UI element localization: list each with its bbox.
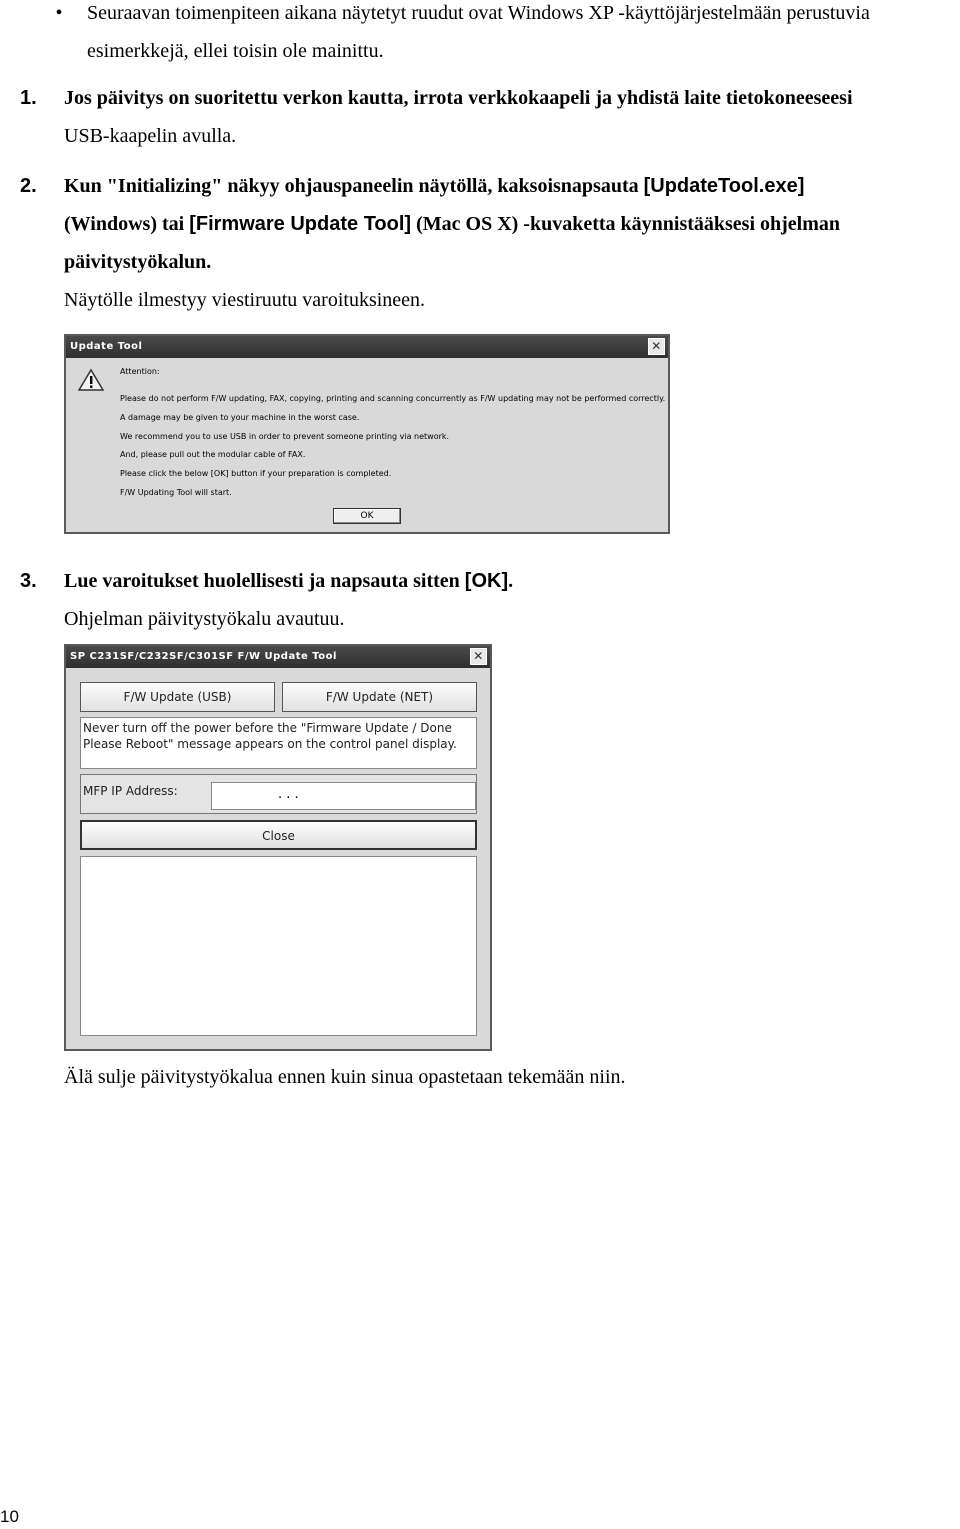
- step-2-text: [64, 167, 954, 319]
- step-2-line-3: päivitystyökalun.: [64, 251, 212, 273]
- warning-message-line-2: Please Reboot" message appears on the control panel display.: [83, 737, 457, 751]
- step-2-line-2-text: (Windows) tai: [64, 213, 190, 235]
- dialog-titlebar: [66, 336, 668, 358]
- ip-address-input[interactable]: . . .: [211, 782, 476, 810]
- step-3-line-1: [64, 562, 954, 600]
- bullet-paragraph: [87, 0, 957, 70]
- attention-line: Please click the below [OK] button if your preparation is completed.: [120, 469, 392, 478]
- warning-message: [80, 717, 477, 769]
- window-title: SP C231SF/C232SF/C301SF F/W Update Tool: [70, 651, 337, 662]
- warning-icon: [78, 368, 104, 392]
- window-titlebar: [66, 646, 490, 668]
- step-2-number: 2.: [20, 175, 37, 197]
- attention-line: And, please pull out the modular cable of FAX.: [120, 450, 306, 459]
- footer-note: Älä sulje päivitystyökalua ennen kuin sinua opastetaan tekemään niin.: [64, 1066, 626, 1088]
- attention-line: A damage may be given to your machine in the worst case.: [120, 413, 360, 422]
- log-output-area: [80, 856, 477, 1036]
- update-tool-dialog: [64, 334, 670, 534]
- step-1-number: 1.: [20, 87, 37, 109]
- fw-update-net-button[interactable]: F/W Update (NET): [282, 682, 477, 712]
- page-number: 10: [0, 1507, 19, 1526]
- step-3-note: Ohjelman päivitystyökalu avautuu.: [64, 608, 345, 630]
- step-3-text: [64, 562, 954, 638]
- step-2-line-2-rest: (Mac OS X) -kuvaketta käynnistääksesi ohjelman: [411, 213, 841, 235]
- update-tool-exe-label: [UpdateTool.exe]: [643, 175, 805, 197]
- fw-update-tool-window: [64, 644, 492, 1051]
- step-1-line-2: USB-kaapelin avulla.: [64, 125, 237, 147]
- attention-heading: Attention:: [120, 367, 160, 376]
- step-3-line-1-text: Lue varoitukset huolellisesti ja napsauta sitten: [64, 570, 465, 592]
- step-3-period: .: [508, 570, 514, 592]
- attention-line: Please do not perform F/W updating, FAX, copying, printing and scanning concurrently as F/W updating may not be performed correctly.: [120, 394, 666, 403]
- close-button[interactable]: Close: [80, 820, 477, 850]
- step-2-note: Näytölle ilmestyy viestiruutu varoituksineen.: [64, 289, 426, 311]
- step-1-line-1: Jos päivitys on suoritettu verkon kautta, irrota verkkokaapeli ja yhdistä laite tietokoneeseesi: [64, 87, 853, 109]
- firmware-update-tool-label: [Firmware Update Tool]: [189, 213, 412, 235]
- bullet-symbol: •: [55, 2, 63, 24]
- bullet-line-1: Seuraavan toimenpiteen aikana näytetyt ruudut ovat Windows XP -käyttöjärjestelmään perustuvia: [87, 2, 870, 24]
- close-icon[interactable]: ✕: [648, 338, 665, 355]
- step-3-number: 3.: [20, 570, 37, 592]
- ip-address-label: MFP IP Address:: [83, 784, 178, 798]
- attention-line: We recommend you to use USB in order to prevent someone printing via network.: [120, 432, 450, 441]
- attention-line: F/W Updating Tool will start.: [120, 488, 232, 497]
- warning-message-line-1: Never turn off the power before the "Firmware Update / Done: [83, 721, 452, 735]
- step-1-text: [64, 79, 954, 155]
- step-2-line-1-text: Kun "Initializing" näkyy ohjauspaneelin näytöllä, kaksoisnapsauta: [64, 175, 644, 197]
- bullet-line-2: esimerkkejä, ellei toisin ole mainittu.: [87, 40, 384, 62]
- step-2-line-1: [64, 167, 954, 205]
- close-icon[interactable]: ✕: [470, 648, 487, 665]
- ok-label: [OK]: [464, 570, 509, 592]
- step-2-line-2: [64, 205, 954, 243]
- dialog-title: Update Tool: [70, 341, 143, 352]
- ok-button[interactable]: OK: [333, 508, 401, 524]
- fw-update-usb-button[interactable]: F/W Update (USB): [80, 682, 275, 712]
